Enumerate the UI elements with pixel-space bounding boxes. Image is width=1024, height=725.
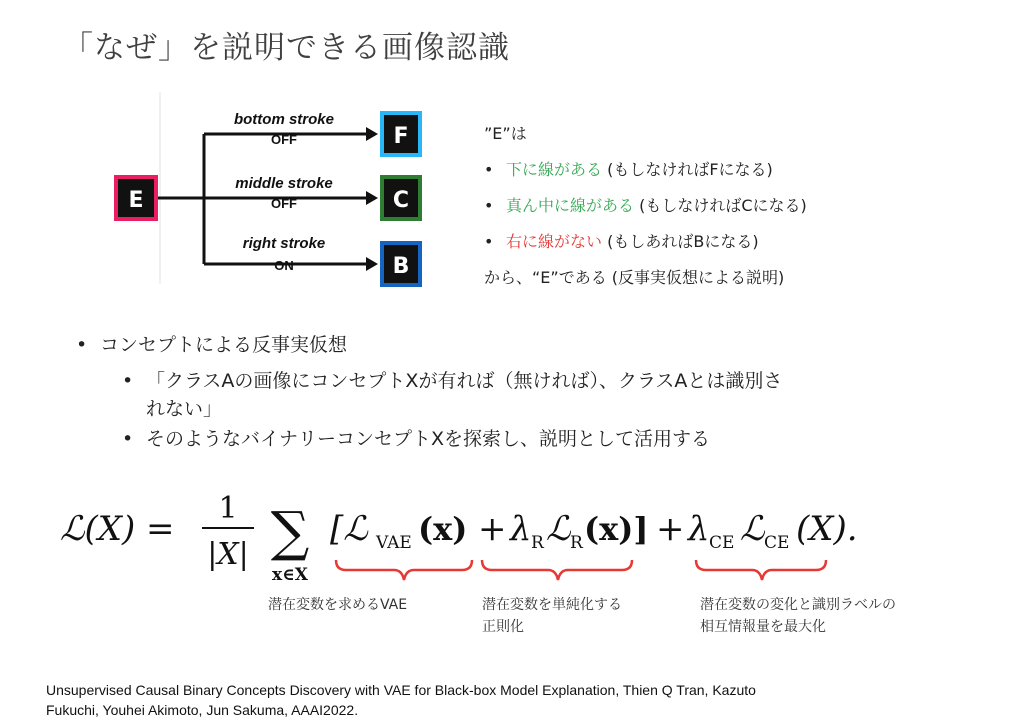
citation-line2: Fukuchi, Youhei Akimoto, Jun Sakuma, AAAI2022. bbox=[46, 702, 359, 718]
branch-label-1: bottom stroke bbox=[233, 111, 335, 128]
formula-lambda-ce: λ bbox=[688, 509, 710, 549]
slide-title: 「なぜ」を説明できる画像認識 bbox=[62, 30, 510, 66]
sub-bullet-1-line1: 「クラスAの画像にコンセプトXが有れば（無ければ）、クラスAとは識別さ bbox=[146, 370, 783, 392]
arrow-head-2 bbox=[366, 191, 378, 205]
annotation-mutual-info-line2: 相互情報量を最大化 bbox=[700, 619, 826, 635]
bullet-dot: • bbox=[122, 370, 134, 392]
formula-term1-arg: (x) bbox=[418, 510, 468, 548]
arrow-head-1 bbox=[366, 127, 378, 141]
branch-switch-2: OFF bbox=[271, 196, 297, 211]
explanation-block bbox=[484, 116, 807, 296]
explanation-highlight-1: 下に線がある bbox=[506, 160, 603, 179]
explanation-item-1 bbox=[484, 152, 807, 188]
explanation-highlight-3: 右に線がない bbox=[506, 232, 603, 251]
citation bbox=[46, 680, 946, 720]
loss-formula bbox=[60, 488, 890, 588]
citation-line1: Unsupervised Causal Binary Concepts Discovery with VAE for Black-box Model Explanation, Thien Q Tran, Kazuto bbox=[46, 682, 756, 698]
arrow-head-3 bbox=[366, 257, 378, 271]
formula-term3-sub: CE bbox=[764, 533, 790, 553]
formula-term3: ℒ bbox=[740, 509, 765, 549]
sub-bullet-2 bbox=[122, 424, 710, 451]
branch-switch-3: ON bbox=[274, 258, 294, 273]
explanation-item-3 bbox=[484, 224, 807, 260]
formula-term1-sub: VAE bbox=[376, 533, 412, 553]
brace-vae bbox=[336, 560, 472, 580]
annotation-vae: 潜在変数を求めるVAE bbox=[268, 597, 408, 613]
formula-term1: [ℒ bbox=[330, 509, 368, 549]
explanation-rest-2: (もしなければCになる) bbox=[639, 196, 807, 215]
formula-plus-2: + bbox=[656, 509, 685, 549]
branch-switch-1: OFF bbox=[271, 132, 297, 147]
bullet-dot: • bbox=[484, 196, 494, 215]
brace-mutual-info bbox=[696, 560, 826, 580]
sub-bullet-1 bbox=[122, 366, 782, 393]
bullet-dot: • bbox=[76, 334, 88, 356]
annotation-regularization-line2: 正則化 bbox=[482, 619, 524, 635]
annotation-mutual-info-line1: 潜在変数の変化と識別ラベルの bbox=[700, 597, 896, 613]
sub-bullet-2-text: そのようなバイナリーコンセプトXを探索し、説明として活用する bbox=[146, 428, 711, 450]
formula-frac-num: 1 bbox=[218, 491, 238, 526]
brace-regularization bbox=[482, 560, 632, 580]
explanation-highlight-2: 真ん中に線がある bbox=[506, 196, 635, 215]
bullet-dot: • bbox=[484, 160, 494, 179]
input-letter: E bbox=[128, 188, 144, 213]
formula-sum: ∑ bbox=[270, 500, 310, 563]
formula-term2-sub: R bbox=[570, 533, 583, 553]
annotation-mutual-info bbox=[700, 594, 896, 638]
formula-lambda-ce-sub: CE bbox=[709, 533, 735, 553]
bullet-dot: • bbox=[484, 232, 494, 251]
bullet-dot: • bbox=[122, 428, 134, 450]
formula-lhs: ℒ(X) = bbox=[60, 509, 175, 549]
output-letter-1: F bbox=[393, 124, 409, 149]
formula-lambda-r: λ bbox=[510, 509, 532, 549]
formula-term3-arg: (X). bbox=[796, 509, 858, 549]
counterfactual-diagram bbox=[108, 92, 428, 292]
main-bullet bbox=[76, 330, 347, 357]
formula-frac-den: |X| bbox=[207, 537, 249, 572]
explanation-item-2 bbox=[484, 188, 807, 224]
explanation-conclusion: から、“E”である (反事実仮想による説明) bbox=[484, 268, 785, 287]
formula-term2-arg: (x)] bbox=[584, 510, 649, 548]
explanation-heading: ”E”は bbox=[484, 124, 527, 143]
formula-sum-sub: x∈X bbox=[272, 565, 308, 585]
explanation-rest-3: (もしあればBになる) bbox=[607, 232, 759, 251]
sub-bullet-1-cont: れない」 bbox=[146, 398, 223, 420]
annotation-regularization-line1: 潜在変数を単純化する bbox=[482, 597, 622, 613]
explanation-rest-1: (もしなければFになる) bbox=[607, 160, 773, 179]
branch-label-3: right stroke bbox=[242, 235, 326, 252]
annotation-regularization bbox=[482, 594, 622, 638]
branch-label-2: middle stroke bbox=[235, 175, 333, 192]
output-letter-3: B bbox=[392, 254, 410, 279]
formula-plus-1: + bbox=[478, 509, 507, 549]
output-letter-2: C bbox=[392, 188, 410, 213]
formula-lambda-r-sub: R bbox=[531, 533, 544, 553]
formula-term2: ℒ bbox=[546, 509, 571, 549]
main-bullet-text: コンセプトによる反事実仮想 bbox=[100, 334, 348, 356]
